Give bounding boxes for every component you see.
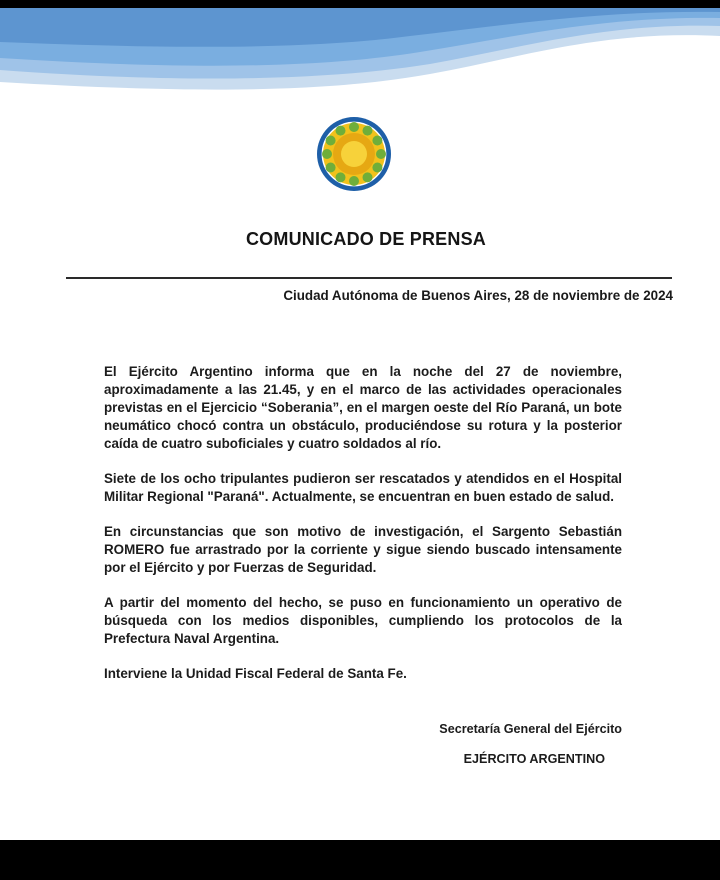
paragraph-3: En circunstancias que son motivo de investigación, el Sargento Sebastián ROMERO fue arrastrado por la corriente y sigue siendo buscado intensamente por el Ejército y por Fuerzas de Seguridad. — [104, 524, 622, 575]
paragraph-4: A partir del momento del hecho, se puso en funcionamiento un operativo de búsqueda con los medios disponibles, cumpliendo los protocolos de la Prefectura Naval Argentina. — [104, 595, 622, 646]
paragraph-5: Interviene la Unidad Fiscal Federal de Santa Fe. — [104, 666, 407, 681]
paragraph-1: El Ejército Argentino informa que en la noche del 27 de noviembre, aproximadamente a las 21.45, y en el marco de las actividades operacionales previstas en el Ejercicio “Soberania”, en el margen oeste del Río Paraná, un bote neumático chocó contra un obstáculo, produciéndose su rotura y la posterior caída de cuatro suboficiales y cuatro soldados al río. — [104, 364, 622, 451]
signature-office: Secretaría General del Ejército — [439, 722, 622, 736]
paragraph-2: Siete de los ocho tripulantes pudieron ser rescatados y atendidos en el Hospital Militar Regional "Paraná". Actualmente, se encuentran en buen estado de salud. — [104, 471, 622, 504]
document-title: COMUNICADO DE PRENSA — [245, 229, 486, 249]
document-body — [104, 363, 622, 700]
bottom-black-bar — [0, 840, 720, 880]
army-seal-icon — [316, 116, 392, 192]
dateline: Ciudad Autónoma de Buenos Aires, 28 de noviembre de 2024 — [283, 288, 673, 303]
header-wave-band — [0, 8, 720, 128]
document-page — [0, 8, 720, 840]
title-divider — [66, 277, 672, 279]
signature-organization: EJÉRCITO ARGENTINO — [463, 752, 605, 766]
